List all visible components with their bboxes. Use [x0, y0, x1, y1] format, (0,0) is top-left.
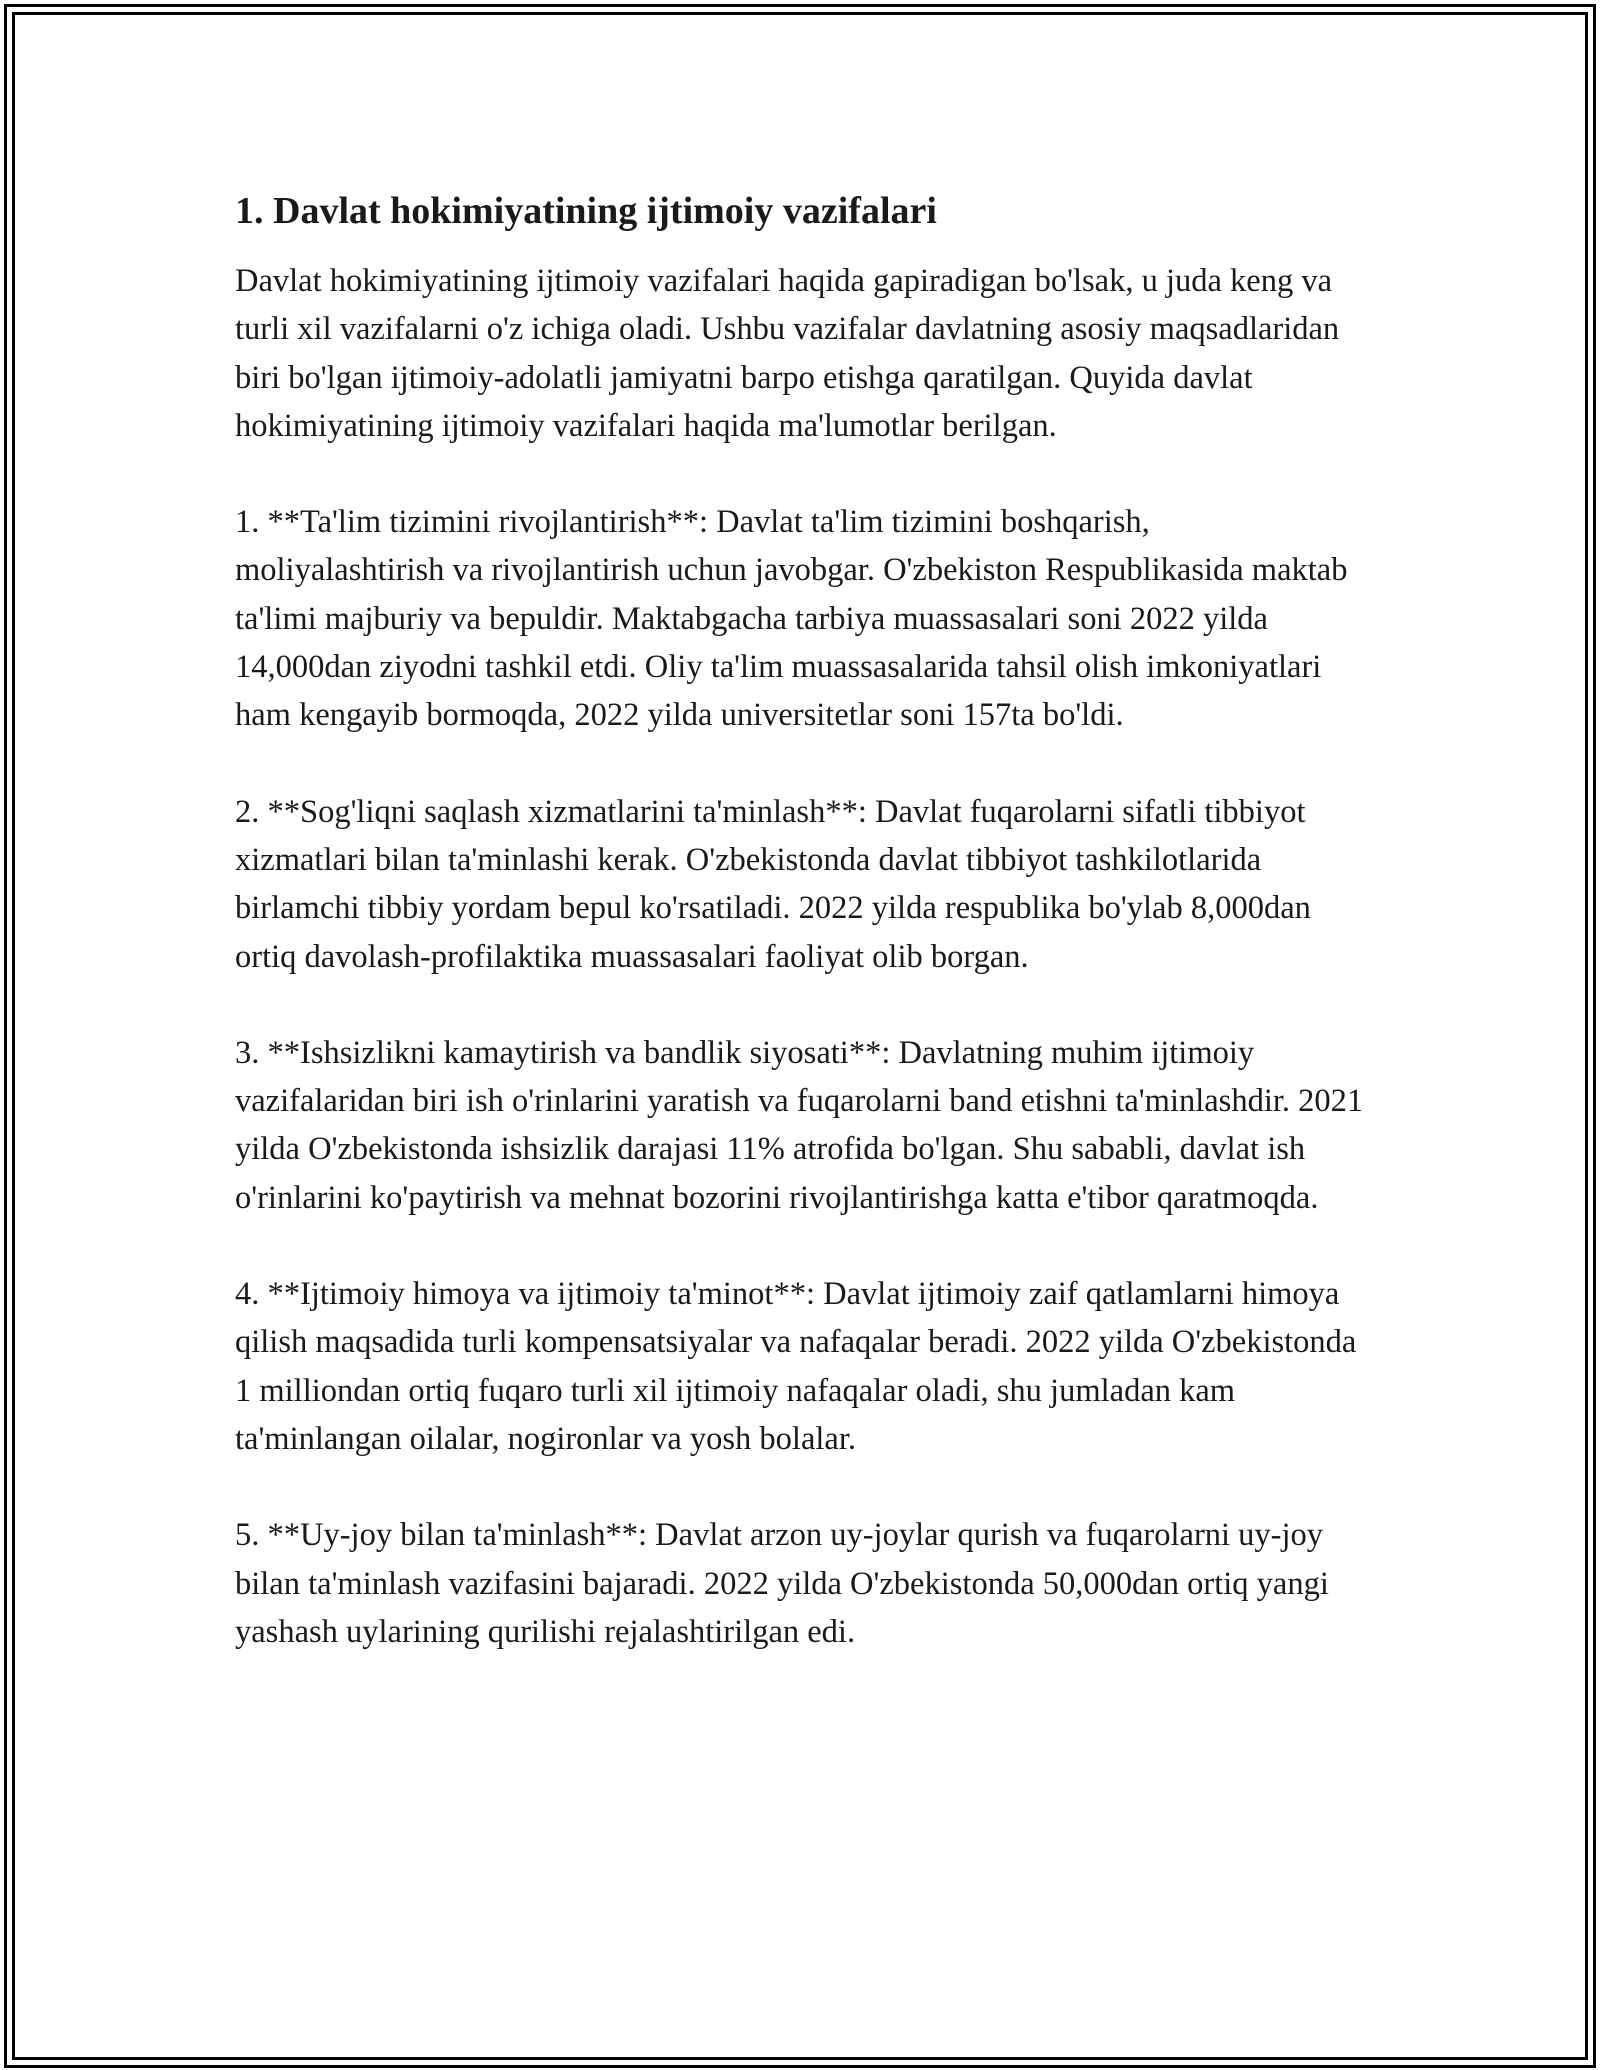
paragraph-social-protection: 4. **Ijtimoiy himoya va ijtimoiy ta'minot**: Davlat ijtimoiy zaif qatlamlarni himoya qilish maqsadida turli kompensatsiyalar va nafaqalar beradi. 2022 yilda O'zbekistonda 1 milliondan ortiq fuqaro turli xil ijtimoiy nafaqalar oladi, shu jumladan kam ta'minlangan oilalar, nogironlar va yosh bolalar. — [235, 1276, 1357, 1457]
document-title: 1. Davlat hokimiyatining ijtimoiy vazifalari — [235, 190, 937, 232]
paragraph-employment: 3. **Ishsizlikni kamaytirish va bandlik siyosati**: Davlatning muhim ijtimoiy vazifalaridan biri ish o'rinlarini yaratish va fuqarolarni band etishni ta'minlashdir. 2021 yilda O'zbekistonda ishsizlik darajasi 11% atrofida bo'lgan. Shu sababli, davlat ish o'rinlarini ko'paytirish va mehnat bozorini rivojlantirishga katta e'tibor qaratmoqda. — [235, 1034, 1364, 1216]
intro-paragraph: Davlat hokimiyatining ijtimoiy vazifalari haqida gapiradigan bo'lsak, u juda keng va turli xil vazifalarni o'z ichiga oladi. Ushbu vazifalar davlatning asosiy maqsadlaridan biri bo'lgan ijtimoiy-adolatli jamiyatni barpo etishga qaratilgan. Quyida davlat hokimiyatining ijtimoiy vazifalari haqida ma'lumotlar berilgan. — [235, 263, 1340, 444]
paragraph-healthcare: 2. **Sog'liqni saqlash xizmatlarini ta'minlash**: Davlat fuqarolarni sifatli tibbiyot xizmatlari bilan ta'minlashi kerak. O'zbekistonda davlat tibbiyot tashkilotlarida birlamchi tibbiy yordam bepul ko'rsatiladi. 2022 yilda respublika bo'ylab 8,000dan ortiq davolash-profilaktika muassasalari faoliyat olib borgan. — [235, 793, 1311, 975]
paragraph-housing: 5. **Uy-joy bilan ta'minlash**: Davlat arzon uy-joylar qurish va fuqarolarni uy-joy bilan ta'minlash vazifasini bajaradi. 2022 yilda O'zbekistonda 50,000dan ortiq yangi yashash uylarining qurilishi rejalashtirilgan edi. — [235, 1517, 1329, 1650]
paragraph-education: 1. **Ta'lim tizimini rivojlantirish**: Davlat ta'lim tizimini boshqarish, moliyalashtirish va rivojlantirish uchun javobgar. O'zbekiston Respublikasida maktab ta'limi majburiy va bepuldir. Maktabgacha tarbiya muassasalari soni 2022 yilda 14,000dan ziyodni tashkil etdi. Oliy ta'lim muassasalarida tahsil olish imkoniyatlari ham kengayib bormoqda, 2022 yilda universitetlar soni 157ta bo'ldi. — [235, 504, 1348, 734]
document-page — [235, 187, 1365, 1656]
